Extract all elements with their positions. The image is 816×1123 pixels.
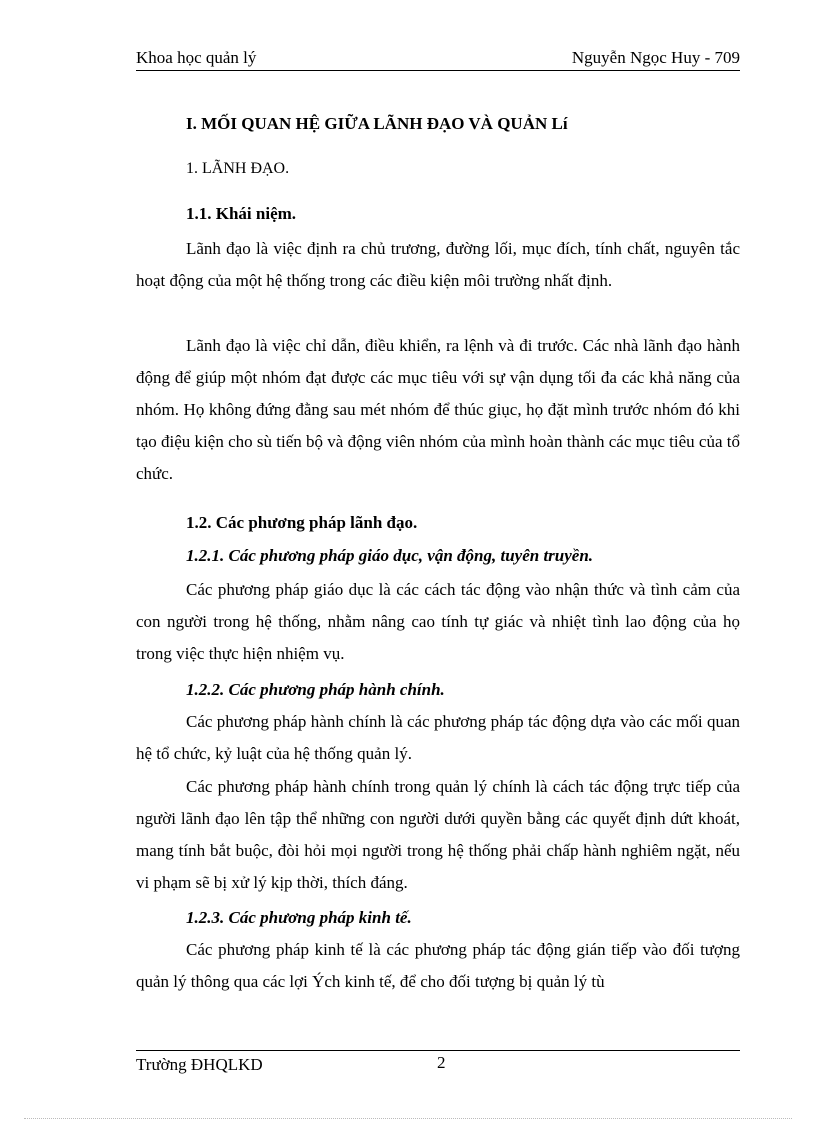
- page-edge-divider: [24, 1118, 792, 1119]
- chapter-title: I. MỐI QUAN HỆ GIỮA LÃNH ĐẠO VÀ QUẢN Lí: [186, 114, 568, 133]
- header-author: Nguyễn Ngọc Huy - 709: [571, 48, 740, 67]
- subsection-heading-1-2-1: 1.2.1. Các phương pháp giáo dục, vận động, tuyên truyền.: [186, 546, 594, 565]
- paragraph-economic-methods: Các phương pháp kinh tế là các phương pháp tác động gián tiếp vào đối tượng quản lý thông qua các lợi Ých kinh tế, để cho đối tượng bị quản lý tù: [136, 940, 740, 991]
- header-course: Khoa học quản lý: [136, 48, 257, 67]
- page-header: [136, 48, 740, 71]
- subsection-heading-1-2: 1.2. Các phương pháp lãnh đạo.: [186, 513, 418, 532]
- paragraph-admin-methods-1: Các phương pháp hành chính là các phương pháp tác động dựa vào các mối quan hệ tổ chức, kỷ luật của hệ thống quản lý.: [136, 712, 740, 763]
- paragraph-admin-methods-2: Các phương pháp hành chính trong quản lý chính là cách tác động trực tiếp của người lãnh đạo lên tập thể những con người dưới quyền bằng các quyết định dứt khoát, mang tính bắt buộc, đòi hỏi mọi người trong hệ thống phải chấp hành nghiêm ngặt, nếu vi phạm sẽ bị xử lý kịp thời, thích đáng.: [136, 777, 740, 892]
- subsection-heading-1-1: 1.1. Khái niệm.: [186, 204, 297, 223]
- footer-rule: [136, 1050, 740, 1051]
- paragraph-definition-1: Lãnh đạo là việc định ra chủ trương, đường lối, mục đích, tính chất, nguyên tắc hoạt động của một hệ thống trong các điều kiện môi trường nhất định.: [136, 239, 740, 290]
- subsection-heading-1-2-2: 1.2.2. Các phương pháp hành chính.: [186, 680, 445, 699]
- section-heading-1: 1. LÃNH ĐẠO.: [186, 160, 290, 177]
- subsection-heading-1-2-3: 1.2.3. Các phương pháp kinh tế.: [186, 908, 412, 927]
- page-number: 2: [437, 1053, 446, 1072]
- footer-school: Trường ĐHQLKD: [136, 1055, 263, 1074]
- paragraph-education-methods: Các phương pháp giáo dục là các cách tác động vào nhận thức và tình cảm của con người trong hệ thống, nhằm nâng cao tính tự giác và nhiệt tình lao động của họ trong việc thực hiện nhiệm vụ.: [136, 580, 740, 663]
- paragraph-definition-2: Lãnh đạo là việc chỉ dẫn, điều khiển, ra lệnh và đi trước. Các nhà lãnh đạo hành động để giúp một nhóm đạt được các mục tiêu với sự vận dụng tối đa các khả năng của nhóm. Họ không đứng đằng sau mét nhóm để thúc giục, họ đặt mình trước nhóm đó khi tạo điệu kiện cho sù tiến bộ và động viên nhóm của mình hoàn thành các mục tiêu của tổ chức.: [136, 336, 740, 483]
